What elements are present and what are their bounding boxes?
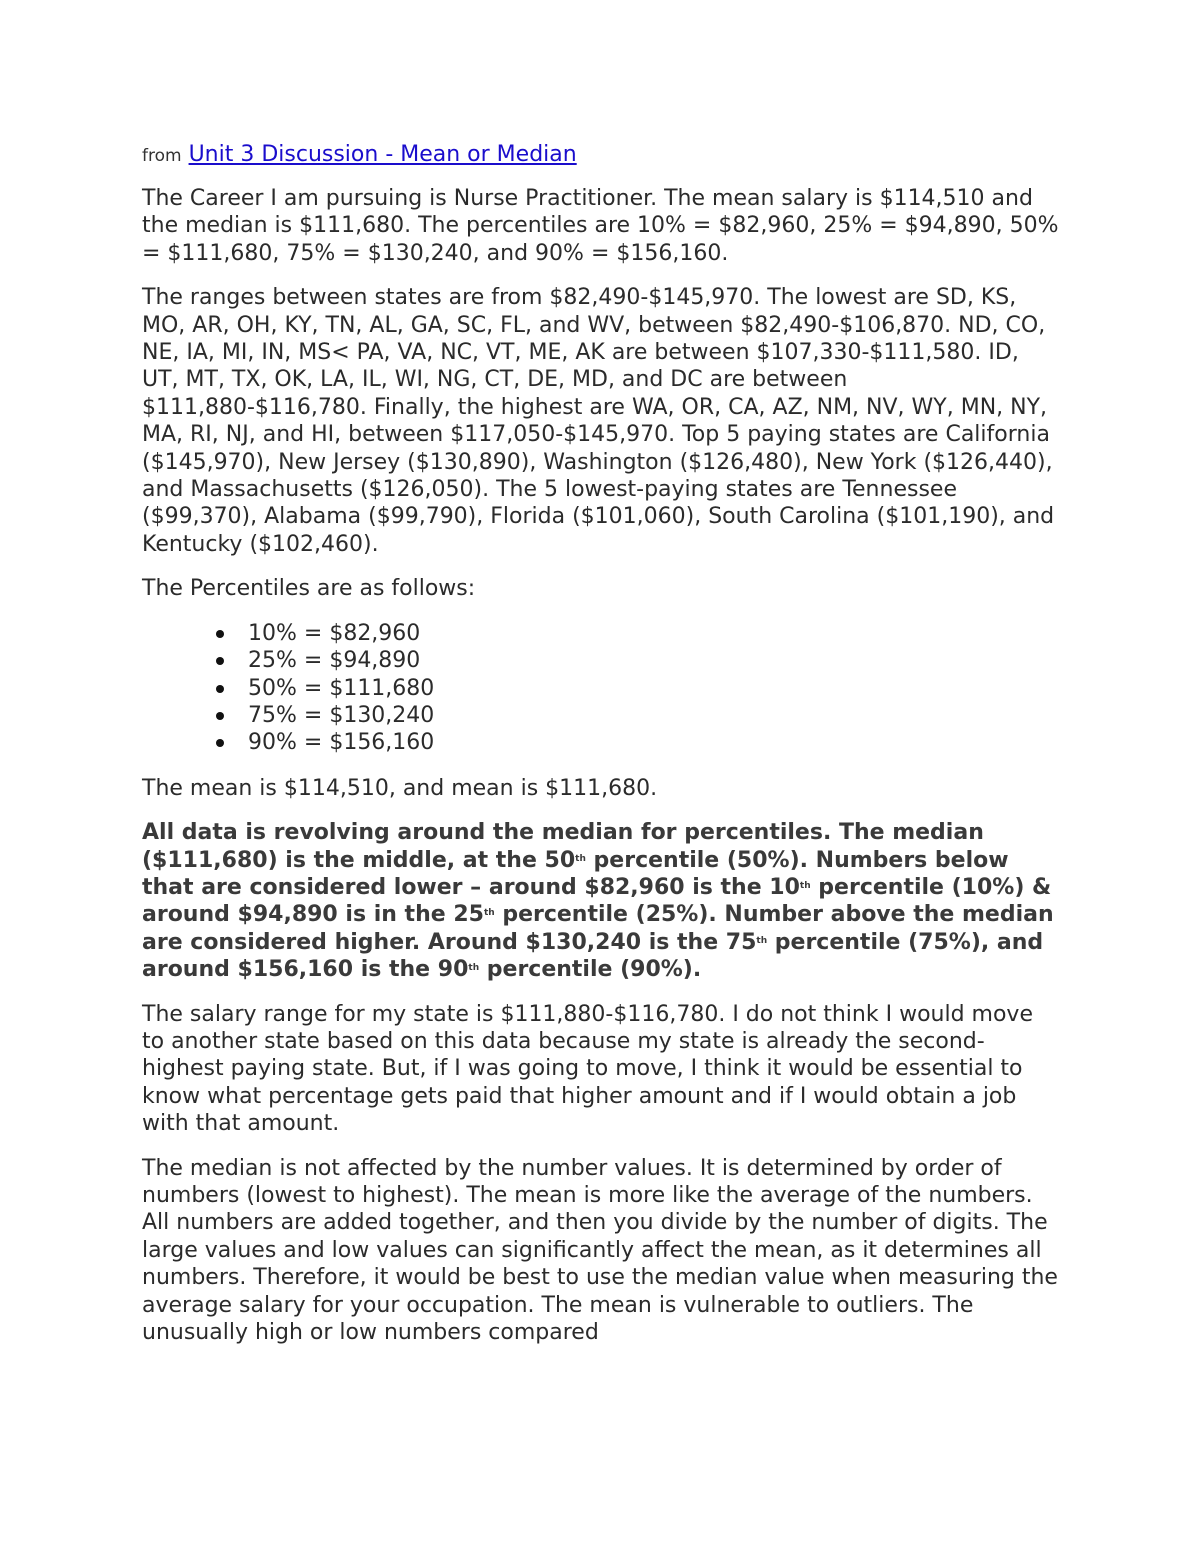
ordinal-suffix: th xyxy=(799,880,811,891)
paragraph-state-ranges: The ranges between states are from $82,490-$145,970. The lowest are SD, KS, MO, AR, OH, KY, TN, AL, GA, SC, FL, and WV, between $82,490-$106,870. ND, CO, NE, IA, MI, IN, MS< PA, VA, NC, VT, ME, AK are between $107,330-$111,580. ID, UT, MT, TX, OK, LA, IL, WI, NG, CT, DE, MD, and DC are between $111,880-$116,780. Finally, the highest are WA, OR, CA, AZ, NM, NV, WY, MN, NY, MA, RI, NJ, and HI, between $117,050-$145,970. Top 5 paying states are California ($145,970), New Jersey ($130,890), Washington ($126,480), New York ($126,440), and Massachusetts ($126,050). The 5 lowest-paying states are Tennessee ($99,370), Alabama ($99,790), Florida ($101,060), South Carolina ($101,190), and Kentucky ($102,460). xyxy=(142,285,1055,557)
paragraph-median-vs-mean: The median is not affected by the number values. It is determined by order of numbers (lowest to highest). The mean is more like the average of the numbers. All numbers are added together, and then you divide by the number of digits. The large values and low values can significantly affect the mean, as it determines all numbers. Therefore, it would be best to use the median value when measuring the average salary for your occupation. The mean is vulnerable to outliers. The unusually high or low numbers compared xyxy=(142,1155,1058,1346)
bold-text: All data is revolving around the median for percentiles. The median ($111,680) is the middle, at the 50 xyxy=(142,820,984,873)
paragraph-mean-median: The mean is $114,510, and mean is $111,680. xyxy=(142,775,658,801)
bold-text: percentile (10%) & around $94,890 is in the 25 xyxy=(142,874,1052,928)
ordinal-suffix: th xyxy=(483,908,495,919)
percentile-list xyxy=(142,620,1062,757)
bold-text: percentile (50%). Numbers below that are considered lower – around $82,960 is the 10 xyxy=(142,847,1009,900)
ordinal-suffix: th xyxy=(756,935,768,946)
list-item: 90% = $156,160 xyxy=(248,729,1062,756)
source-line xyxy=(142,140,1062,171)
paragraph-career: The Career I am pursuing is Nurse Practitioner. The mean salary is $114,510 and the median is $111,680. The percentiles are 10% = $82,960, 25% = $94,890, 50% = $111,680, 75% = $130,240, and 90% = $156,160. xyxy=(142,186,1059,266)
paragraph-state-salary: The salary range for my state is $111,880-$116,780. I do not think I would move to another state based on this data because my state is already the second-highest paying state. But, if I was going to move, I think it would be essential to know what percentage gets paid that higher amount and if I would obtain a job with that amount. xyxy=(142,1001,1033,1137)
list-item: 50% = $111,680 xyxy=(248,675,1062,702)
bold-text: percentile (75%), and around $156,160 is the 90 xyxy=(142,929,1044,983)
document-body xyxy=(142,140,1062,1363)
ordinal-suffix: th xyxy=(468,963,480,974)
list-item: 25% = $94,890 xyxy=(248,647,1062,674)
ordinal-suffix: th xyxy=(575,853,586,864)
paragraph-percentiles-intro: The Percentiles are as follows: xyxy=(142,576,476,602)
from-label: from xyxy=(142,146,182,166)
paragraph-percentile-explanation xyxy=(142,819,1062,983)
bold-text: percentile (25%). Number above the median are considered higher. Around $130,240 is the 75 xyxy=(142,902,1054,955)
list-item: 10% = $82,960 xyxy=(248,620,1062,647)
discussion-link[interactable]: Unit 3 Discussion - Mean or Median xyxy=(188,142,577,167)
bold-text: percentile (90%). xyxy=(479,957,702,983)
list-item: 75% = $130,240 xyxy=(248,702,1062,729)
